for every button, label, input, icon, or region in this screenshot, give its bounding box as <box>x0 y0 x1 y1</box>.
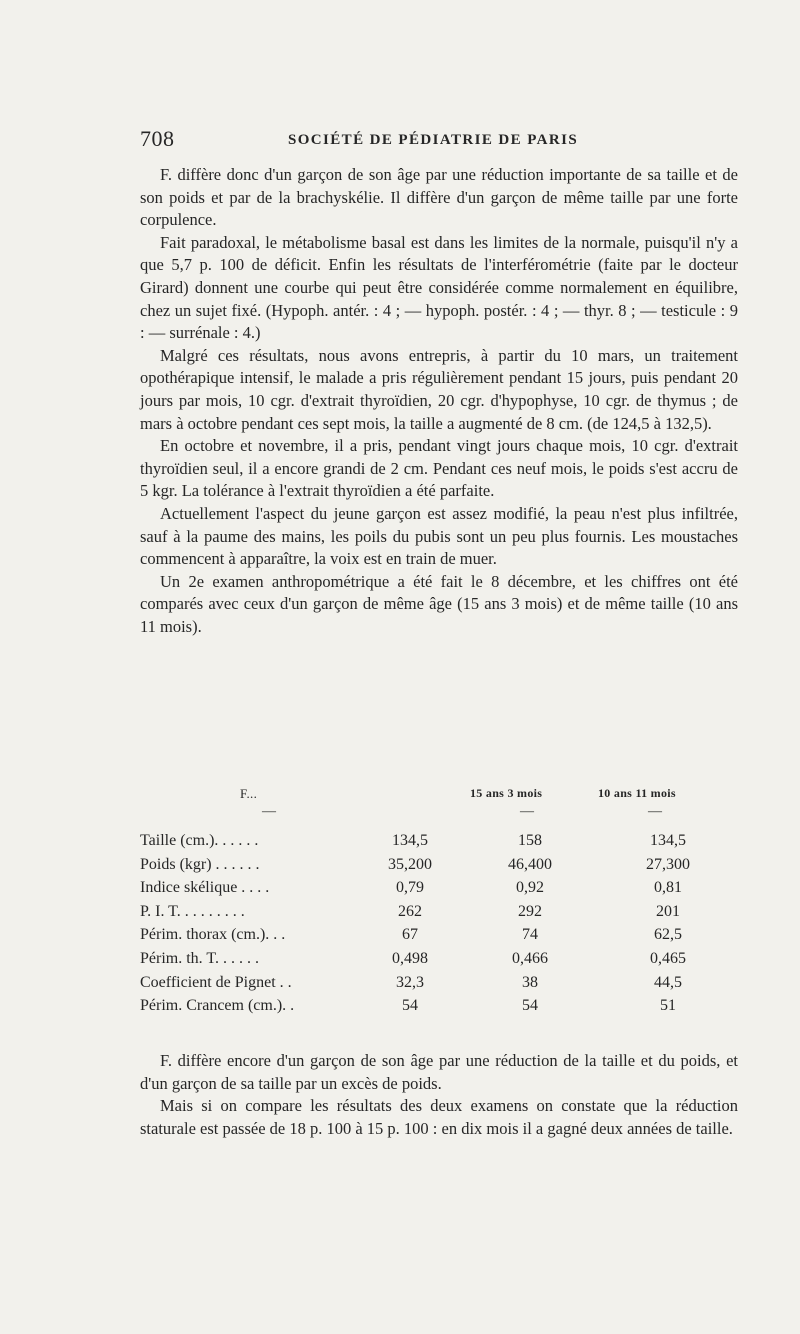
closing-text <box>140 1050 738 1140</box>
value-15-ans: 158 <box>518 832 542 849</box>
table-row <box>140 879 740 903</box>
value-f: 134,5 <box>392 832 428 849</box>
comparison-table <box>140 786 740 1021</box>
row-label: Indice skélique . . . . <box>140 879 270 897</box>
table-row <box>140 832 740 856</box>
table-header <box>140 786 740 832</box>
paragraph: Mais si on compare les résultats des deux examens on constate que la réduction staturale est passée de 18 p. 100 à 15 p. 100 : en dix mois il a gagné deux années de taille. <box>140 1096 738 1138</box>
row-label: P. I. T. . . . . . . . . <box>140 902 245 920</box>
row-label: Périm. th. T. . . . . . <box>140 949 259 967</box>
value-10-ans: 62,5 <box>654 926 682 944</box>
paragraph: Actuellement l'aspect du jeune garçon est assez modifié, la peau n'est plus infiltrée, sauf à la paume des mains, les poils du pubis sont un peu plus fournis. Les moustaches commencent à apparaître, la voix est en train de muer. <box>140 503 738 569</box>
value-f: 35,200 <box>388 855 432 873</box>
value-f: 32,3 <box>396 973 424 991</box>
header-dash: — <box>262 804 276 819</box>
column-header-f: F... <box>240 786 258 801</box>
row-label: Périm. thorax (cm.). . . <box>140 926 286 944</box>
value-15-ans: 0,92 <box>516 879 544 897</box>
value-10-ans: 201 <box>656 902 680 920</box>
table-row <box>140 974 740 998</box>
value-f: 67 <box>402 926 418 944</box>
paragraph: F. diffère donc d'un garçon de son âge par une réduction importante de sa taille et de son poids et par de la brachyskélie. Il diffère d'un garçon de même taille par une forte corpulence. <box>140 165 738 230</box>
value-15-ans: 38 <box>522 973 538 991</box>
value-10-ans: 0,465 <box>650 949 686 967</box>
row-label: Taille (cm.). . . . . . <box>140 832 259 849</box>
value-f: 54 <box>402 997 418 1015</box>
value-10-ans: 134,5 <box>650 832 686 849</box>
header-dash: — <box>648 804 662 819</box>
value-f: 262 <box>398 902 422 920</box>
row-label: Périm. Crancem (cm.). . <box>140 997 295 1015</box>
value-f: 0,498 <box>392 949 428 967</box>
body-text <box>140 164 738 638</box>
running-title: SOCIÉTÉ DE PÉDIATRIE DE PARIS <box>288 132 579 148</box>
paragraph: Un 2e examen anthropométrique a été fait le 8 décembre, et les chiffres ont été comparés avec ceux d'un garçon de même âge (15 ans 3 mois) et de même taille (10 ans 11 mois). <box>140 571 738 636</box>
table-row <box>140 997 740 1021</box>
paragraph: Malgré ces résultats, nous avons entrepris, à partir du 10 mars, un traitement opothérapique intensif, le malade a pris régulièrement pendant 15 jours, puis pendant 20 jours par mois, 10 cgr. d'extrait thyroïdien, 20 cgr. d'hypophyse, 10 cgr. de thymus ; de mars à octobre pendant ces sept mois, la taille a augmenté de 8 cm. (de 124,5 à 132,5). <box>140 345 738 433</box>
row-label: Poids (kgr) . . . . . . <box>140 855 260 873</box>
value-15-ans: 46,400 <box>508 855 552 873</box>
column-header-15-ans: 15 ans 3 mois <box>470 786 543 800</box>
value-10-ans: 51 <box>660 997 676 1015</box>
paragraph: F. diffère encore d'un garçon de son âge par une réduction de la taille et du poids, et d'un garçon de sa taille par un excès de poids. <box>140 1051 738 1093</box>
value-15-ans: 0,466 <box>512 949 548 967</box>
column-header-10-ans: 10 ans 11 mois <box>598 786 676 800</box>
paragraph: Fait paradoxal, le métabolisme basal est dans les limites de la normale, puisqu'il n'y a que 5,7 p. 100 de déficit. Enfin les résultats de l'interférométrie (faite par le docteur Girard) donnent une courbe qui peut être considérée comme normalement en équilibre, chez un sujet fixé. (Hypoph. antér. : 4 ; — hypoph. postér. : 4 ; — thyr. 8 ; — testicule : 9 : — surrénale : 4.) <box>140 232 738 343</box>
page-header <box>140 126 740 156</box>
value-10-ans: 44,5 <box>654 973 682 991</box>
value-10-ans: 27,300 <box>646 855 690 873</box>
value-15-ans: 292 <box>518 902 542 920</box>
value-10-ans: 0,81 <box>654 879 682 897</box>
value-f: 0,79 <box>396 879 424 897</box>
table-row <box>140 926 740 950</box>
header-dash: — <box>520 804 534 819</box>
table-row <box>140 950 740 974</box>
row-label: Coefficient de Pignet . . <box>140 973 292 991</box>
paragraph: En octobre et novembre, il a pris, pendant vingt jours chaque mois, 10 cgr. d'extrait thyroïdien seul, il a encore grandi de 2 cm. Pendant ces neuf mois, le poids s'est accru de 5 kgr. La tolérance à l'extrait thyroïdien a été parfaite. <box>140 436 738 501</box>
table-row <box>140 856 740 880</box>
value-15-ans: 54 <box>522 997 538 1015</box>
page-number: 708 <box>140 126 175 151</box>
table-row <box>140 903 740 927</box>
value-15-ans: 74 <box>522 926 538 944</box>
